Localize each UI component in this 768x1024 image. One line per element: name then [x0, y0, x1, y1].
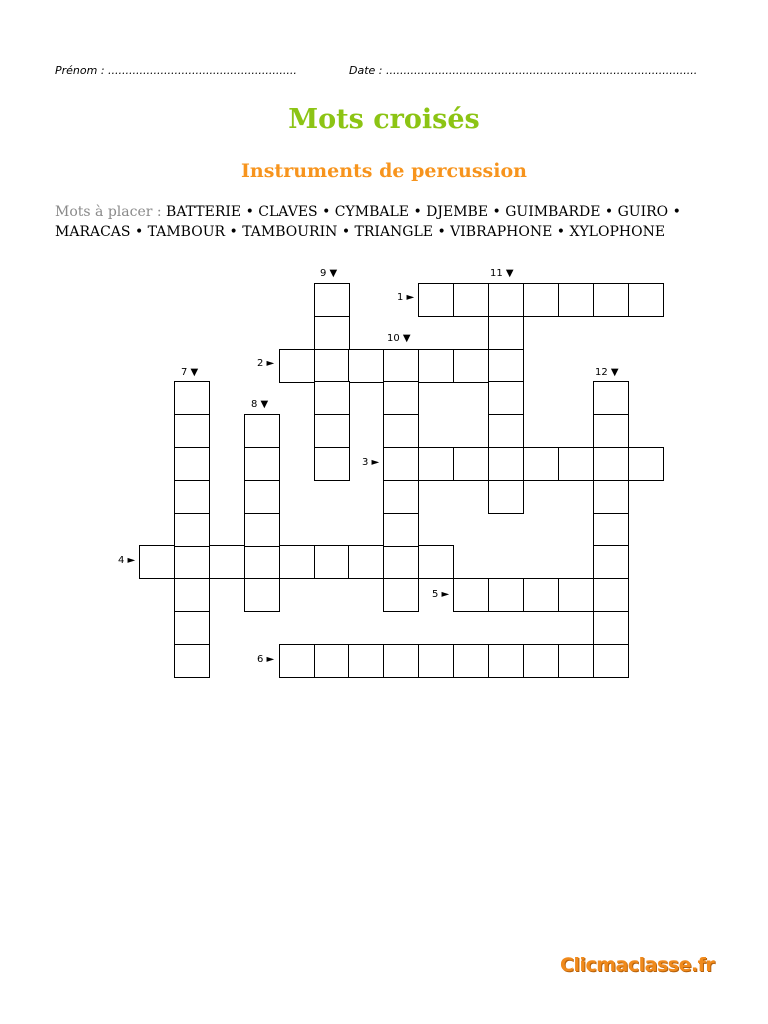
grid-cell[interactable]	[139, 545, 175, 579]
grid-cell[interactable]	[453, 349, 489, 383]
grid-cell[interactable]	[488, 447, 524, 481]
grid-cell[interactable]	[523, 644, 559, 678]
grid-cell[interactable]	[209, 545, 245, 579]
grid-cell[interactable]	[593, 283, 629, 317]
grid-cell[interactable]	[628, 283, 664, 317]
grid-cell[interactable]	[244, 414, 280, 448]
clue-11-label: 11 ▼	[490, 268, 514, 279]
grid-cell[interactable]	[174, 578, 210, 612]
grid-cell[interactable]	[523, 283, 559, 317]
grid-cell[interactable]	[418, 447, 454, 481]
clue-6-label: 6 ►	[257, 654, 275, 665]
clue-1-label: 1 ►	[397, 292, 415, 303]
grid-cell[interactable]	[523, 578, 559, 612]
clue-7-label: 7 ▼	[181, 367, 199, 378]
grid-cell[interactable]	[383, 513, 419, 547]
clue-8-label: 8 ▼	[251, 399, 269, 410]
grid-cell[interactable]	[628, 447, 664, 481]
grid-cell[interactable]	[383, 447, 419, 481]
grid-cell[interactable]	[174, 513, 210, 547]
grid-cell[interactable]	[593, 480, 629, 514]
page-title: Mots croisés	[288, 104, 480, 135]
grid-cell[interactable]	[593, 611, 629, 645]
grid-cell[interactable]	[348, 644, 384, 678]
grid-cell[interactable]	[314, 316, 350, 350]
grid-cell[interactable]	[174, 545, 210, 579]
grid-cell[interactable]	[488, 316, 524, 350]
grid-cell[interactable]	[383, 578, 419, 612]
grid-cell[interactable]	[418, 283, 454, 317]
grid-cell[interactable]	[593, 381, 629, 415]
grid-cell[interactable]	[244, 480, 280, 514]
grid-cell[interactable]	[314, 545, 350, 579]
word-list-lead: Mots à placer :	[55, 204, 162, 220]
grid-cell[interactable]	[593, 513, 629, 547]
grid-cell[interactable]	[314, 414, 350, 448]
word-list-line-2: MARACAS • TAMBOUR • TAMBOURIN • TRIANGLE • VIBRAPHONE • XYLOPHONE	[55, 224, 666, 240]
grid-cell[interactable]	[174, 611, 210, 645]
grid-cell[interactable]	[383, 349, 419, 383]
grid-cell[interactable]	[488, 283, 524, 317]
grid-cell[interactable]	[244, 447, 280, 481]
clue-3-label: 3 ►	[362, 457, 380, 468]
grid-cell[interactable]	[593, 578, 629, 612]
grid-cell[interactable]	[453, 578, 489, 612]
page-subtitle: Instruments de percussion	[241, 160, 527, 182]
grid-cell[interactable]	[174, 644, 210, 678]
grid-cell[interactable]	[383, 414, 419, 448]
clue-10-label: 10 ▼	[387, 333, 411, 344]
grid-cell[interactable]	[244, 578, 280, 612]
grid-cell[interactable]	[348, 349, 384, 383]
grid-cell[interactable]	[593, 414, 629, 448]
clue-12-label: 12 ▼	[595, 367, 619, 378]
grid-cell[interactable]	[593, 644, 629, 678]
grid-cell[interactable]	[383, 644, 419, 678]
grid-cell[interactable]	[279, 349, 315, 383]
word-list-line-1: BATTERIE • CLAVES • CYMBALE • DJEMBE • GUIMBARDE • GUIRO •	[166, 204, 681, 220]
grid-cell[interactable]	[314, 447, 350, 481]
grid-cell[interactable]	[174, 480, 210, 514]
grid-cell[interactable]	[453, 447, 489, 481]
clue-4-label: 4 ►	[118, 555, 136, 566]
grid-cell[interactable]	[418, 349, 454, 383]
grid-cell[interactable]	[174, 447, 210, 481]
grid-cell[interactable]	[558, 447, 594, 481]
grid-cell[interactable]	[558, 578, 594, 612]
grid-cell[interactable]	[314, 349, 350, 383]
prenom-field: Prénom : ......................................................	[55, 64, 297, 77]
grid-cell[interactable]	[488, 644, 524, 678]
grid-cell[interactable]	[558, 283, 594, 317]
grid-cell[interactable]	[453, 283, 489, 317]
grid-cell[interactable]	[244, 513, 280, 547]
grid-cell[interactable]	[314, 283, 350, 317]
grid-cell[interactable]	[488, 349, 524, 383]
date-field: Date : .........................................................................................	[349, 64, 698, 77]
grid-cell[interactable]	[279, 545, 315, 579]
site-logo: Clicmaclasse.fr	[560, 954, 715, 976]
grid-cell[interactable]	[523, 447, 559, 481]
grid-cell[interactable]	[314, 644, 350, 678]
grid-cell[interactable]	[488, 480, 524, 514]
grid-cell[interactable]	[383, 545, 419, 579]
clue-9-label: 9 ▼	[320, 268, 338, 279]
grid-cell[interactable]	[558, 644, 594, 678]
clue-5-label: 5 ►	[432, 589, 450, 600]
grid-cell[interactable]	[488, 414, 524, 448]
grid-cell[interactable]	[418, 545, 454, 579]
grid-cell[interactable]	[488, 381, 524, 415]
grid-cell[interactable]	[174, 381, 210, 415]
grid-cell[interactable]	[418, 644, 454, 678]
grid-cell[interactable]	[279, 644, 315, 678]
grid-cell[interactable]	[593, 545, 629, 579]
grid-cell[interactable]	[174, 414, 210, 448]
grid-cell[interactable]	[314, 381, 350, 415]
grid-cell[interactable]	[348, 545, 384, 579]
grid-cell[interactable]	[383, 381, 419, 415]
grid-cell[interactable]	[453, 644, 489, 678]
grid-cell[interactable]	[488, 578, 524, 612]
grid-cell[interactable]	[244, 545, 280, 579]
grid-cell[interactable]	[593, 447, 629, 481]
grid-cell[interactable]	[383, 480, 419, 514]
clue-2-label: 2 ►	[257, 358, 275, 369]
